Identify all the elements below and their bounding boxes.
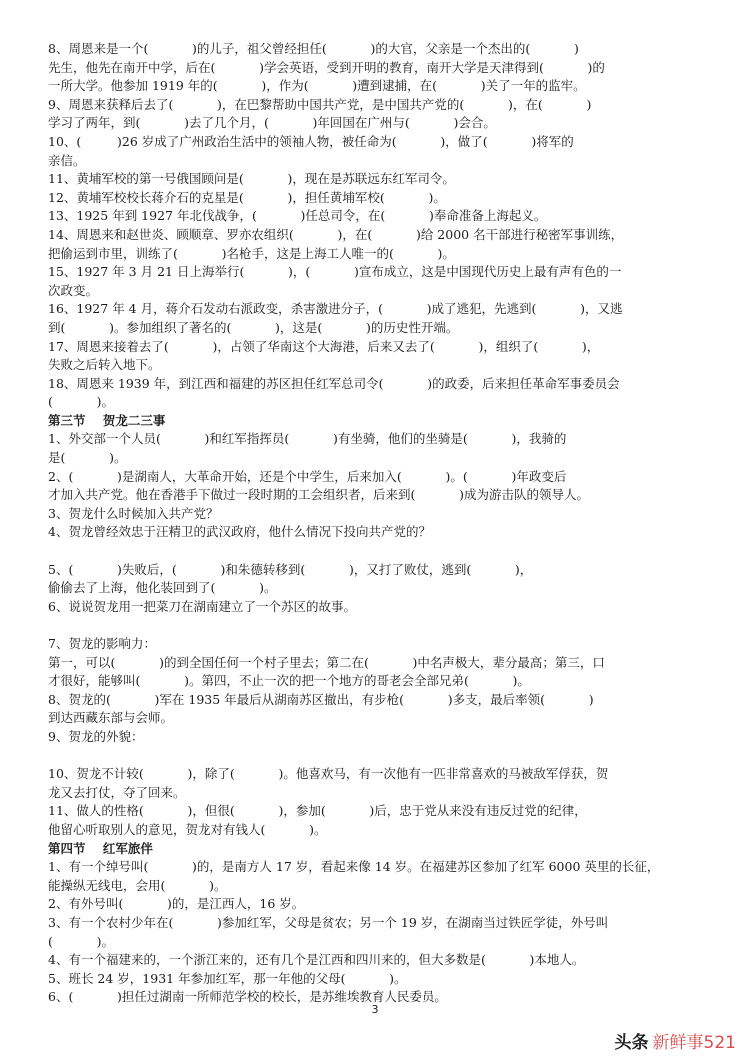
question-line: 3、贺龙什么时候加入共产党？ [48, 505, 219, 521]
question-line: 亲信。 [48, 152, 86, 168]
watermark [615, 1028, 736, 1053]
blank-line [48, 542, 708, 561]
question-line: 17、周恩来接着去了( )，占领了华南这个大海港，后来又去了( )，组织了( )， [48, 338, 600, 354]
question-line: ( )。 [48, 933, 114, 949]
question-line: 5、( )失败后，( )和朱德转移到( )，又打了败仗，逃到( )， [48, 561, 533, 577]
question-line: 把偷运到市里，训练了( )名枪手，这是上海工人唯一的( )。 [48, 245, 455, 261]
question-line: 一所大学。他参加 1919 年的( )，作为( )遭到逮捕，在( )关了一年的监牢。 [48, 78, 586, 94]
question-line: 16、1927 年 4 月，蒋介石发动右派政变，杀害激进分子，( )成了逃犯，先逃到( )，又逃 [48, 301, 623, 317]
section-heading: 第三节 贺龙二三事 [48, 412, 166, 428]
question-line: 9、周恩来获释后去了( )，在巴黎帮助中国共产党，是中国共产党的( )，在( ) [48, 96, 592, 112]
question-line: 7、贺龙的影响力： [48, 636, 156, 651]
question-line: 先生，他先在南开中学，后在( )学会英语，受到开明的教育，南开大学是天津得到( )的 [48, 59, 605, 75]
question-line: 9、贺龙的外貌： [48, 728, 144, 744]
question-line: 他留心听取别人的意见，贺龙对有钱人( )。 [48, 821, 327, 837]
question-line: 6、说说贺龙用一把菜刀在湖南建立了一个苏区的故事。 [48, 598, 356, 614]
question-line: 14、周恩来和赵世炎、顾顺章、罗亦农组织( )，在( )给 2000 名干部进行秘密军事训练， [48, 226, 624, 242]
question-line: 1、有一个绰号叫( )的，是南方人 17 岁，看起来像 14 岁。在福建苏区参加了红军 6000 英里的长征， [48, 859, 660, 875]
question-line: 10、( )26 岁成了广州政治生活中的领袖人物，被任命为( )，做了( )将军的 [48, 133, 574, 149]
question-line: 13、1925 年到 1927 年北伐战争，( )任总司令，在( )奉命准备上海起义。 [48, 208, 547, 224]
question-line: 15、1927 年 3 月 21 日上海举行( )，( )宣布成立，这是中国现代历史上最有声有色的一 [48, 264, 622, 280]
question-line: 失败之后转入地下。 [48, 357, 161, 373]
question-line: ( )。 [48, 394, 114, 410]
document-body [48, 40, 708, 1007]
question-line: 龙又去打仗，夺了回来。 [48, 784, 186, 800]
question-line: 才加入共产党。他在香港手下做过一段时期的工会组织者，后来到( )成为游击队的领导人。 [48, 487, 589, 503]
question-line: 6、( )担任过湖南一所师范学校的校长，是苏维埃教育人民委员。 [48, 989, 447, 1005]
watermark-brand: 头条 [614, 1033, 649, 1053]
question-line: 到( )。参加组织了著名的( )，这是( )的历史性开端。 [48, 319, 459, 335]
question-line: 偷偷去了上海，他化装回到了( )。 [48, 580, 277, 596]
question-line: 才很好，能够叫( )。第四，不止一次的把一个地方的哥老会全部兄弟( )。 [48, 673, 530, 689]
question-line: 4、有一个福建来的，一个浙江来的，还有几个是江西和四川来的，但大多数是( )本地人。 [48, 952, 585, 968]
blank-line [48, 747, 708, 766]
question-line: 11、黄埔军校的第一号俄国顾问是( )，现在是苏联远东红军司令。 [48, 171, 455, 187]
question-line: 8、贺龙的( )军在 1935 年最后从湖南苏区撤出，有步枪( )多支，最后率领( ) [48, 691, 594, 707]
question-line: 1、外交部一个人员( )和红军指挥员( )有坐骑，他们的坐骑是( )，我骑的 [48, 431, 567, 447]
question-line: 18、周恩来 1939 年，到江西和福建的苏区担任红军总司令( )的政委，后来担任革命军事委员会 [48, 375, 620, 391]
question-line: 10、贺龙不计较( )，除了( )。他喜欢马，有一次他有一匹非常喜欢的马被敌军俘获，贺 [48, 766, 609, 782]
page-number: 3 [371, 1003, 379, 1016]
question-line: 3、有一个农村少年在( )参加红军，父母是贫农；另一个 19 岁，在湖南当过铁匠学徒，外号叫 [48, 914, 609, 930]
question-line: 能操纵无线电，会用( )。 [48, 877, 227, 893]
question-line: 第一，可以( )的到全国任何一个村子里去；第二在( )中名声极大，辈分最高；第三，口 [48, 654, 605, 670]
blank-line [48, 616, 708, 635]
question-line: 5、班长 24 岁，1931 年参加红军，那一年他的父母( )。 [48, 970, 407, 986]
question-line: 8、周恩来是一个( )的儿子，祖父曾经担任( )的大官，父亲是一个杰出的( ) [48, 41, 579, 56]
question-line: 到达西藏东部与会师。 [48, 710, 174, 726]
question-line: 12、黄埔军校校长蒋介石的克星是( )，担任黄埔军校( )。 [48, 189, 446, 205]
question-line: 11、做人的性格( )，但很( )，参加( )后，忠于党从来没有违反过党的纪律， [48, 803, 587, 819]
section-heading: 第四节 红军旅伴 [48, 840, 153, 856]
question-line: 2、( )是湖南人，大革命开始，还是个中学生，后来加入( )。( )年政变后 [48, 468, 567, 484]
question-line: 4、贺龙曾经效忠于汪精卫的武汉政府，他什么情况下投向共产党的？ [48, 524, 431, 540]
question-line: 是( )。 [48, 450, 127, 466]
question-line: 2、有外号叫( )的，是江西人，16 岁。 [48, 896, 305, 912]
question-line: 次政变。 [48, 282, 99, 298]
watermark-text: 新鲜事521 [652, 1033, 736, 1053]
question-line: 学习了两年，到( )去了几个月，( )年回国在广州与( )会合。 [48, 115, 496, 131]
